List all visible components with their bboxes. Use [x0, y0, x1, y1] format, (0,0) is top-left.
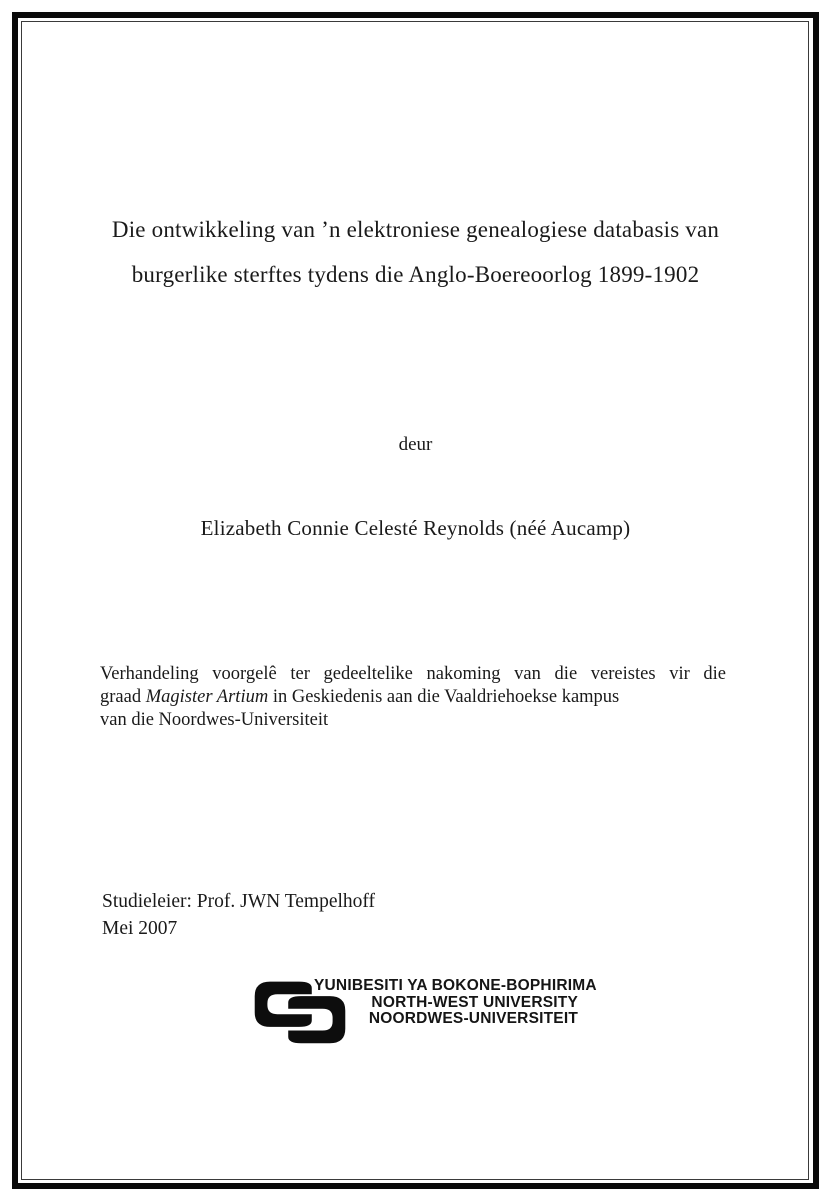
supervisor-block — [102, 888, 375, 942]
submission-line3: van die Noordwes-Universiteit — [100, 710, 329, 730]
degree-name: Magister Artium — [145, 687, 269, 707]
thesis-title — [60, 207, 771, 297]
submission-statement — [100, 663, 726, 732]
date-line: Mei 2007 — [102, 918, 178, 939]
author-name: Elizabeth Connie Celesté Reynolds (néé Aucamp) — [200, 516, 631, 540]
supervisor-line: Studieleier: Prof. JWN Tempelhoff — [102, 891, 376, 912]
thesis-title-line2: burgerlike sterftes tydens die Anglo-Boereoorlog 1899-1902 — [131, 262, 700, 287]
byline: deur — [398, 434, 433, 455]
submission-line2 — [100, 686, 726, 709]
submission-line2-suffix: in Geskiedenis aan die Vaaldriehoekse kampus — [268, 687, 620, 707]
university-logo — [252, 974, 597, 1052]
logo-text-line1: YUNIBESITI YA BOKONE-BOPHIRIMA — [314, 977, 597, 994]
logo-text-line3: NOORDWES-UNIVERSITEIT — [368, 1010, 578, 1027]
university-logo-text — [314, 977, 597, 1028]
thesis-title-line1: Die ontwikkeling van ’n elektroniese genealogiese databasis van — [111, 217, 720, 242]
submission-line2-prefix: graad — [100, 687, 146, 707]
logo-text-line2: NORTH-WEST UNIVERSITY — [371, 993, 578, 1011]
submission-line1: Verhandeling voorgelê ter gedeeltelike nakoming van die vereistes vir die — [100, 664, 726, 684]
